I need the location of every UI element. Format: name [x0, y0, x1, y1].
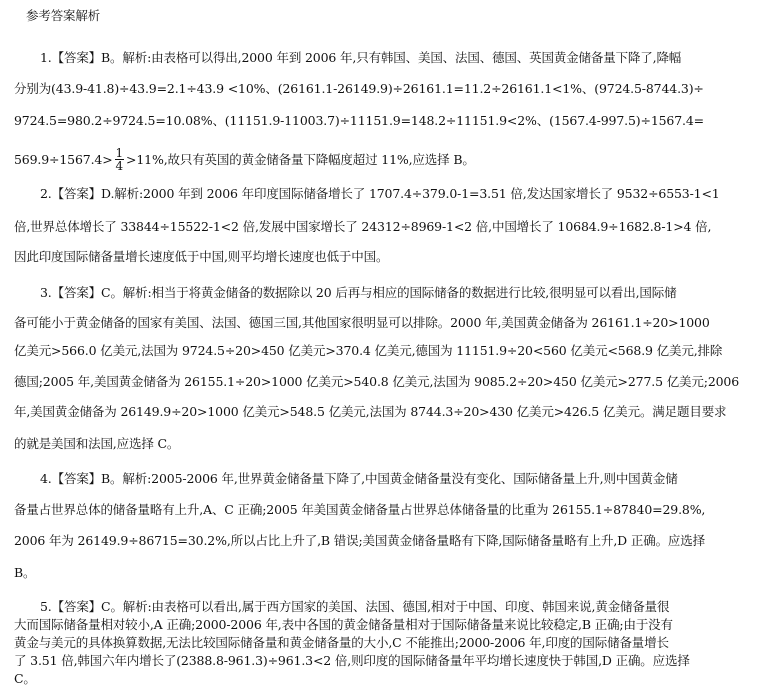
answer-5-line-1: 5.【答案】C。解析:由表格可以看出,属于西方国家的美国、法国、德国,相对于中国、印度、韩国来说,黄金储备量很 — [40, 599, 670, 614]
answer-1-line-4-text-a: 569.9÷1567.4> — [14, 152, 113, 167]
answer-5-line-3: 黄金与美元的具体换算数据,无法比较国际储备量和黄金储备量的大小,C 不能推出;2000-2006 年,印度的国际储备量增长 — [14, 635, 669, 650]
fraction-numerator: 1 — [115, 146, 124, 160]
answer-5-line-2: 大而国际储备量相对较小,A 正确;2000-2006 年,表中各国的黄金储备量相对于国际储备量来说比较稳定,B 正确;由于没有 — [14, 617, 673, 632]
fraction-denominator: 4 — [115, 159, 124, 173]
answer-3-line-6: 的就是美国和法国,应选择 C。 — [14, 436, 180, 451]
answer-2-line-1: 2.【答案】D.解析:2000 年到 2006 年印度国际储备增长了 1707.4÷379.0-1=3.51 倍,发达国家增长了 9532÷6553-1<1 — [40, 186, 720, 201]
answer-1-line-4 — [14, 148, 475, 172]
answer-3-line-5: 年,美国黄金储备为 26149.9÷20>1000 亿美元>548.5 亿美元,法国为 8744.3÷20>430 亿美元>426.5 亿美元。满足题目要求 — [14, 404, 727, 419]
answer-5-line-4: 了 3.51 倍,韩国六年内增长了(2388.8-961.3)÷961.3<2 倍,则印度的国际储备量年平均增长速度快于韩国,D 正确。应选择 — [14, 653, 690, 668]
answer-2-line-2: 倍,世界总体增长了 33844÷15522-1<2 倍,发展中国家增长了 24312÷8969-1<2 倍,中国增长了 10684.9÷1682.8-1>4 倍, — [14, 219, 712, 234]
answer-4-line-1: 4.【答案】B。解析:2005-2006 年,世界黄金储备量下降了,中国黄金储备量没有变化、国际储备量上升,则中国黄金储 — [40, 471, 678, 486]
answer-2-line-3: 因此印度国际储备量增长速度低于中国,则平均增长速度也低于中国。 — [14, 249, 389, 264]
answer-4-line-3: 2006 年为 26149.9÷86715=30.2%,所以占比上升了,B 错误;美国黄金储备量略有下降,国际储备量略有上升,D 正确。应选择 — [14, 533, 705, 548]
answer-1-line-2: 分别为(43.9-41.8)÷43.9=2.1÷43.9 <10%、(26161.1-26149.9)÷26161.1=11.2÷26161.1<1%、(9724.5-8744.3)÷ — [14, 81, 704, 96]
page-title: 参考答案解析 — [26, 8, 101, 23]
answer-5-line-5: C。 — [14, 671, 36, 686]
answer-4-line-2: 备量占世界总体的储备量略有上升,A、C 正确;2005 年美国黄金储备量占世界总体储备量的比重为 26155.1÷87840=29.8%, — [14, 502, 706, 517]
answer-3-line-4: 德国;2005 年,美国黄金储备为 26155.1÷20>1000 亿美元>540.8 亿美元,法国为 9085.2÷20>450 亿美元>277.5 亿美元;2006 — [14, 374, 740, 389]
answer-3-line-3: 亿美元>566.0 亿美元,法国为 9724.5÷20>450 亿美元>370.4 亿美元,德国为 11151.9÷20<560 亿美元<568.9 亿美元,排除 — [14, 343, 723, 358]
answer-1-line-1: 1.【答案】B。解析:由表格可以得出,2000 年到 2006 年,只有韩国、美国、法国、德国、英国黄金储备量下降了,降幅 — [40, 50, 682, 65]
answer-3-line-2: 备可能小于黄金储备的国家有美国、法国、德国三国,其他国家很明显可以排除。2000 年,美国黄金储备为 26161.1÷20>1000 — [14, 315, 710, 330]
answer-4-line-4: B。 — [14, 565, 36, 580]
answer-1-line-4-text-b: >11%,故只有英国的黄金储备量下降幅度超过 11%,应选择 B。 — [126, 152, 475, 167]
answer-3-line-1: 3.【答案】C。解析:相当于将黄金储备的数据除以 20 后再与相应的国际储备的数据进行比较,很明显可以看出,国际储 — [40, 285, 677, 300]
answer-1-line-3: 9724.5=980.2÷9724.5=10.08%、(11151.9-11003.7)÷11151.9=148.2÷11151.9<2%、(1567.4-997.5)÷1567.4= — [14, 113, 704, 128]
fraction-one-quarter — [115, 147, 125, 172]
